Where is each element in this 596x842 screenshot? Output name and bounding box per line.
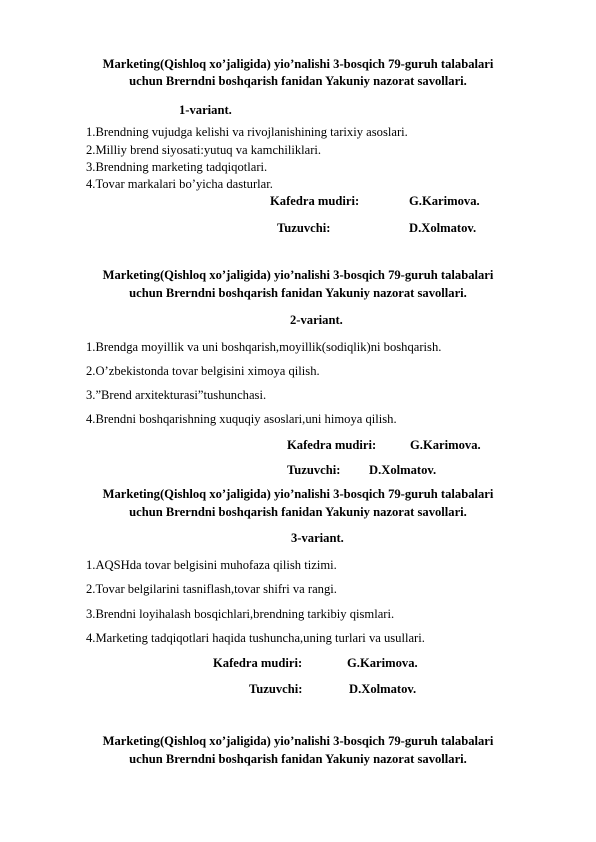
variant3-question-1: 1.AQSHda tovar belgisini muhofaza qilish tizimi.: [86, 558, 337, 572]
variant2-question-1: 1.Brendga moyillik va uni boshqarish,moyillik(sodiqlik)ni boshqarish.: [86, 340, 442, 354]
section1-header-line1: Marketing(Qishloq xo’jaligida) yio’nalishi 3-bosqich 79-guruh talabalari: [102, 57, 494, 71]
variant1-title: 1-variant.: [179, 103, 232, 117]
variant2-kafedra-label: Kafedra mudiri:: [287, 438, 377, 452]
variant1-kafedra-label: Kafedra mudiri:: [270, 194, 360, 208]
variant3-tuzuvchi-name: D.Xolmatov.: [349, 682, 417, 696]
variant1-question-4: 4.Tovar markalari bo’yicha dasturlar.: [86, 177, 273, 191]
variant3-tuzuvchi-label: Tuzuvchi:: [249, 682, 303, 696]
variant3-question-2: 2.Tovar belgilarini tasniflash,tovar shifri va rangi.: [86, 582, 337, 596]
section2-header-line1: Marketing(Qishloq xo’jaligida) yio’nalishi 3-bosqich 79-guruh talabalari: [102, 268, 494, 282]
variant1-tuzuvchi-label: Tuzuvchi:: [277, 221, 331, 235]
variant3-kafedra-name: G.Karimova.: [347, 656, 418, 670]
section3-header-line2: uchun Brerndni boshqarish fanidan Yakuniy nazorat savollari.: [129, 505, 467, 519]
section2-header-line2: uchun Brerndni boshqarish fanidan Yakuniy nazorat savollari.: [129, 286, 467, 300]
variant3-kafedra-label: Kafedra mudiri:: [213, 656, 303, 670]
variant3-question-3: 3.Brendni loyihalash bosqichlari,brendning tarkibiy qismlari.: [86, 607, 395, 621]
variant3-title: 3-variant.: [291, 531, 344, 545]
variant2-question-2: 2.O’zbekistonda tovar belgisini ximoya qilish.: [86, 364, 320, 378]
variant2-kafedra-name: G.Karimova.: [410, 438, 481, 452]
variant2-tuzuvchi-name: D.Xolmatov.: [369, 463, 437, 477]
variant1-question-3: 3.Brendning marketing tadqiqotlari.: [86, 160, 268, 174]
variant2-title: 2-variant.: [290, 313, 343, 327]
section3-header-line1: Marketing(Qishloq xo’jaligida) yio’nalishi 3-bosqich 79-guruh talabalari: [102, 487, 494, 501]
section4-header-line2: uchun Brerndni boshqarish fanidan Yakuniy nazorat savollari.: [129, 752, 467, 766]
variant3-question-4: 4.Marketing tadqiqotlari haqida tushuncha,uning turlari va usullari.: [86, 631, 425, 645]
section4-header-line1: Marketing(Qishloq xo’jaligida) yio’nalishi 3-bosqich 79-guruh talabalari: [102, 734, 494, 748]
variant1-tuzuvchi-name: D.Xolmatov.: [409, 221, 477, 235]
variant1-question-2: 2.Milliy brend siyosati:yutuq va kamchiliklari.: [86, 143, 322, 157]
variant1-question-1: 1.Brendning vujudga kelishi va rivojlanishining tarixiy asoslari.: [86, 125, 408, 139]
variant2-question-3: 3.”Brend arxitekturasi”tushunchasi.: [86, 388, 267, 402]
section1-header-line2: uchun Brerndni boshqarish fanidan Yakuniy nazorat savollari.: [129, 74, 467, 88]
variant1-kafedra-name: G.Karimova.: [409, 194, 480, 208]
variant2-question-4: 4.Brendni boshqarishning xuquqiy asoslari,uni himoya qilish.: [86, 412, 397, 426]
variant2-tuzuvchi-label: Tuzuvchi:: [287, 463, 341, 477]
